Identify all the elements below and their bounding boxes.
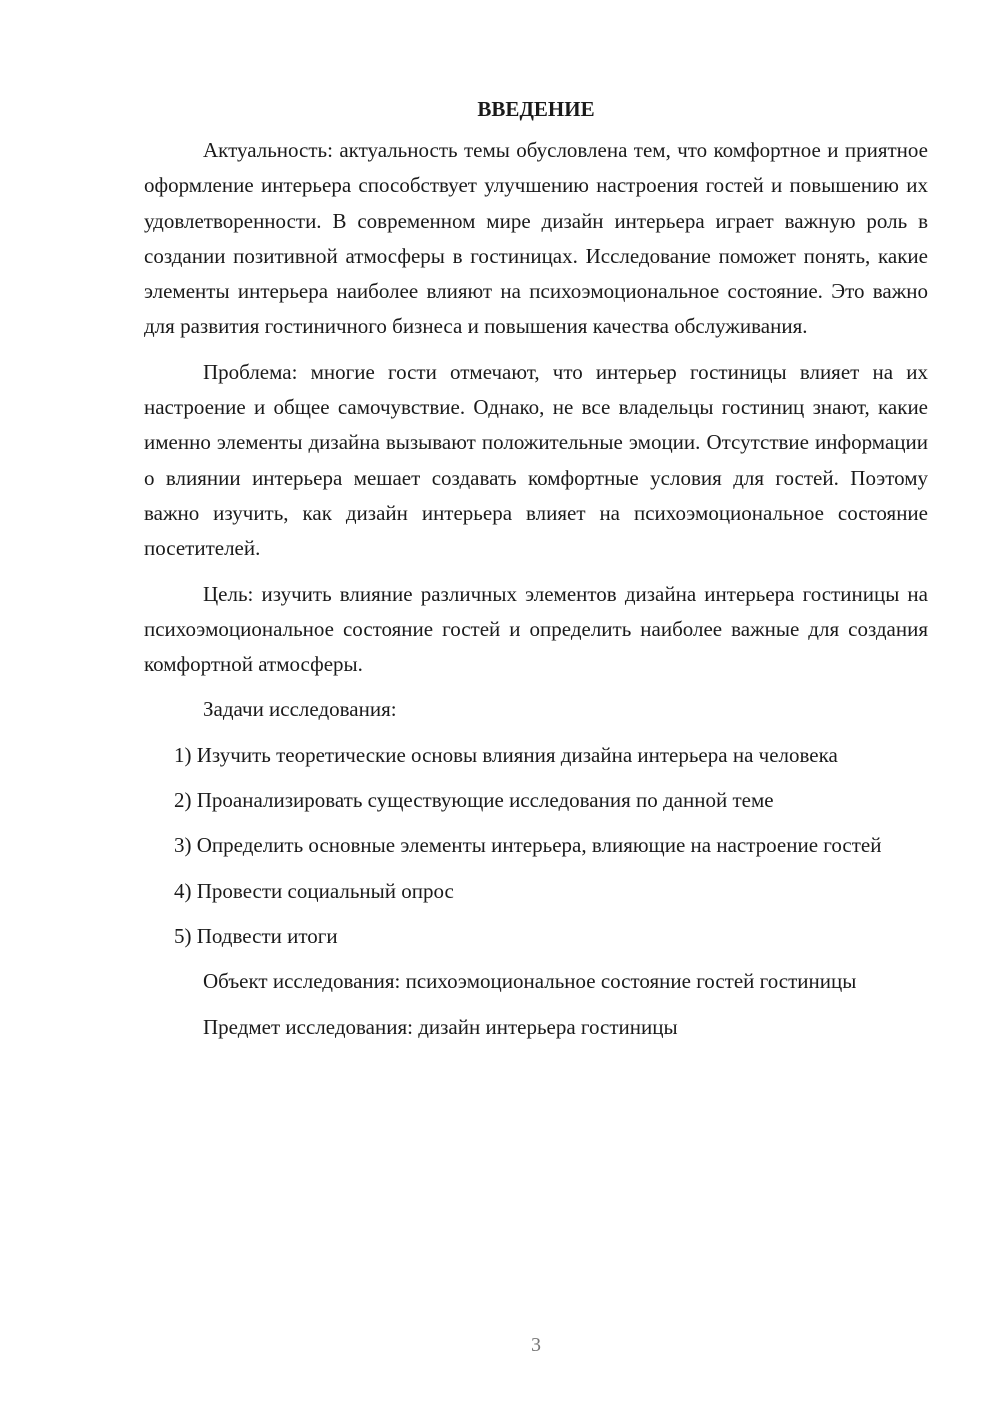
task-item-1: 1) Изучить теоретические основы влияния дизайна интерьера на человека bbox=[174, 742, 838, 767]
task-item-4: 4) Провести социальный опрос bbox=[174, 878, 454, 903]
task-item-2: 2) Проанализировать существующие исследования по данной теме bbox=[174, 788, 774, 813]
paragraph-object: Объект исследования: психоэмоциональное состояние гостей гостиницы bbox=[203, 969, 857, 994]
paragraph-tasks-heading: Задачи исследования: bbox=[203, 697, 397, 722]
section-title: ВВЕДЕНИЕ bbox=[477, 97, 595, 121]
paragraph-subject: Предмет исследования: дизайн интерьера гостиницы bbox=[203, 1014, 678, 1039]
paragraph-relevance: Актуальность: актуальность темы обусловлена тем, что комфортное и приятное оформление интерьера способствует улучшению настроения гостей и повышению их удовлетворенности. В современном мире дизайн интерьера играет важную роль в создании позитивной атмосферы в гостиницах. Исследование поможет понять, какие элементы интерьера наиболее влияют на психоэмоциональное состояние. Это важно для развития гостиничного бизнеса и повышения качества обслуживания. bbox=[144, 138, 928, 339]
page-content bbox=[144, 92, 928, 1055]
paragraph-problem: Проблема: многие гости отмечают, что интерьер гостиницы влияет на их настроение и общее самочувствие. Однако, не все владельцы гостиниц знают, какие именно элементы дизайна вызывают положительные эмоции. Отсутствие информации о влиянии интерьера мешает создавать комфортные условия для гостей. Поэтому важно изучить, как дизайн интерьера влияет на психоэмоциональное состояние посетителей. bbox=[144, 359, 928, 561]
paragraph-goal: Цель: изучить влияние различных элементов дизайна интерьера гостиницы на психоэмоциональное состояние гостей и определить наиболее важные для создания комфортной атмосферы. bbox=[144, 581, 928, 677]
task-item-3: 3) Определить основные элементы интерьера, влияющие на настроение гостей bbox=[174, 833, 882, 858]
task-item-5: 5) Подвести итоги bbox=[174, 923, 338, 948]
page-number: 3 bbox=[531, 1334, 541, 1356]
